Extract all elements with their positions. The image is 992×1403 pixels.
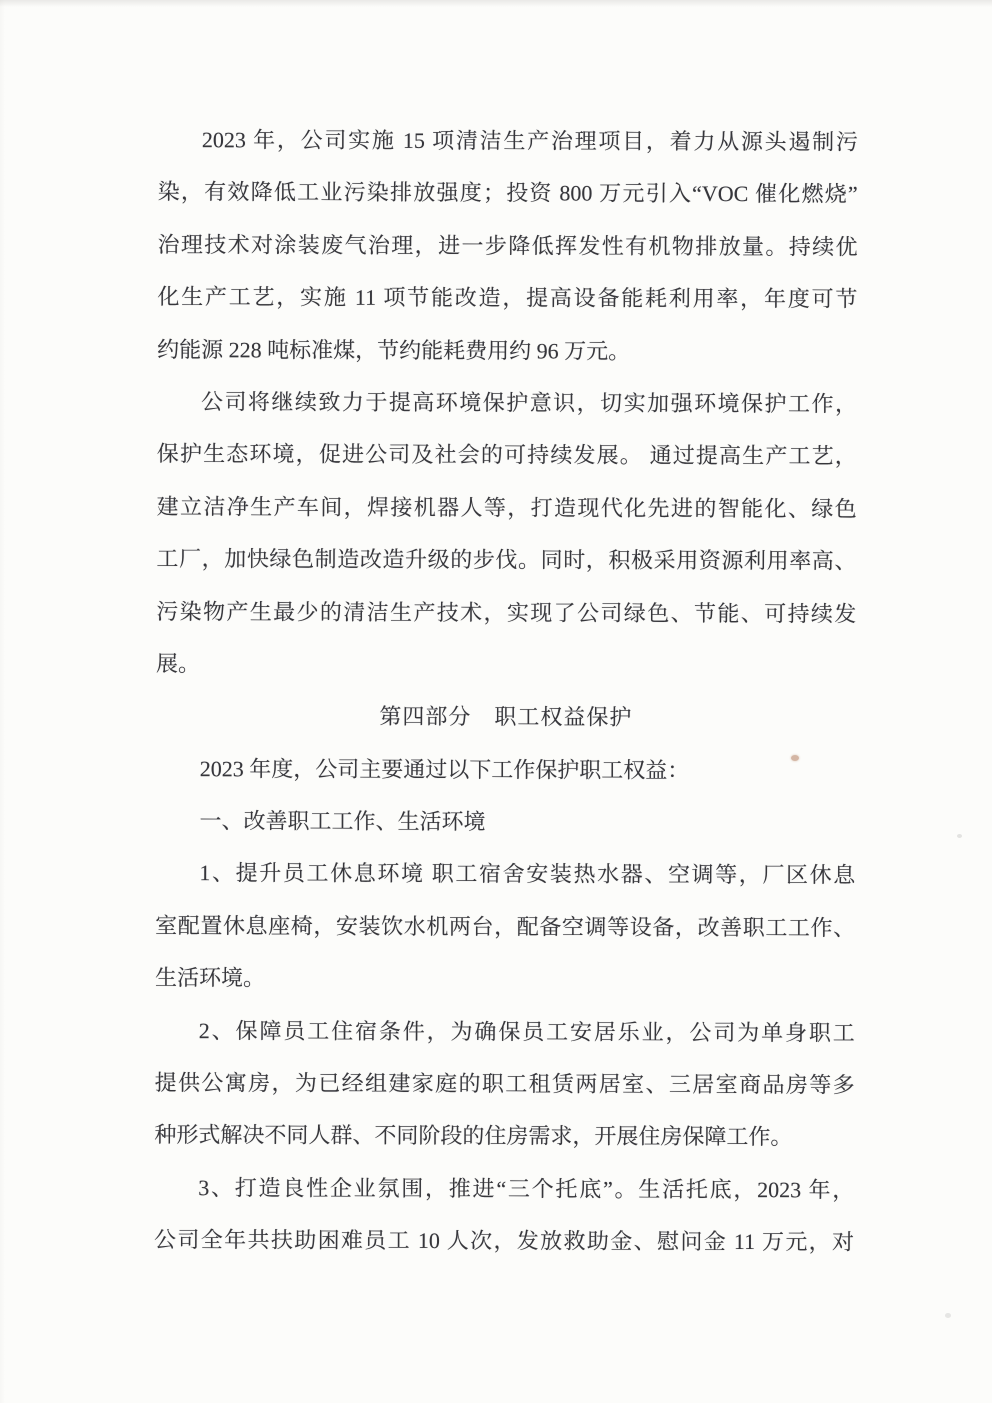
section-heading: 第四部分 职工权益保护 — [379, 704, 633, 730]
paragraph — [155, 795, 855, 850]
text-line: 1、提升员工休息环境 职工宿舍安装热水器、空调等，厂区休息 — [199, 860, 856, 888]
page-text-block — [154, 114, 858, 1269]
paragraph — [156, 376, 857, 693]
text-line: 公司将继续致力于提高环境保护意识，切实加强环境保护工作， — [200, 389, 858, 417]
text-line: 约能源 228 吨标准煤，节约能耗费用约 96 万元。 — [157, 336, 631, 364]
text-line: 污染物产生最少的清洁生产技术，实现了公司绿色、节能、可持续发 — [156, 598, 857, 626]
scan-speck — [945, 1313, 951, 1318]
paragraph — [156, 743, 856, 798]
scan-speck — [791, 755, 799, 761]
text-line: 工厂，加快绿色制造改造升级的步伐。同时，积极采用资源利用率高、 — [156, 546, 857, 574]
text-line: 室配置休息座椅，安装饮水机两台，配备空调等设备，改善职工工作、 — [155, 912, 856, 941]
paragraph — [154, 1005, 855, 1165]
text-line: 2、保障员工住宿条件，为确保员工安居乐业，公司为单身职工 — [198, 1017, 855, 1046]
text-line: 治理技术对涂装废气治理，进一步降低挥发性有机物排放量。持续优 — [157, 231, 858, 260]
text-line: 2023 年度，公司主要通过以下工作保护职工权益： — [199, 755, 690, 783]
text-line: 生活环境。 — [154, 965, 266, 991]
text-line: 化生产工艺，实施 11 项节能改造，提高设备能耗利用率，年度可节 — [157, 284, 858, 312]
text-line: 2023 年，公司实施 15 项清洁生产治理项目，着力从源头遏制污 — [201, 127, 858, 155]
paragraph — [157, 114, 858, 378]
text-line: 展。 — [156, 650, 201, 677]
text-line: 染，有效降低工业污染排放强度；投资 800 万元引入“VOC 催化燃烧” — [157, 179, 858, 207]
text-line: 3、打造良性企业氛围，推进“三个托底”。生活托底，2023 年， — [198, 1174, 855, 1203]
text-line: 一、改善职工工作、生活环境 — [199, 808, 486, 835]
text-line: 保护生态环境，促进公司及社会的可持续发展。 通过提高生产工艺， — [156, 441, 857, 469]
text-line: 公司全年共扶助困难员工 10 人次，发放救助金、慰问金 11 万元，对 — [154, 1227, 855, 1255]
scan-speck — [957, 834, 962, 838]
paragraph — [154, 1162, 854, 1269]
paragraph — [155, 847, 856, 1007]
text-line: 提供公寓房，为已经组建家庭的职工租赁两居室、三居室商品房等多 — [154, 1070, 855, 1098]
text-line: 建立洁净生产车间，焊接机器人等，打造现代化先进的智能化、绿色 — [156, 493, 857, 522]
text-line: 种形式解决不同人群、不同阶段的住房需求，开展住房保障工作。 — [154, 1122, 793, 1150]
